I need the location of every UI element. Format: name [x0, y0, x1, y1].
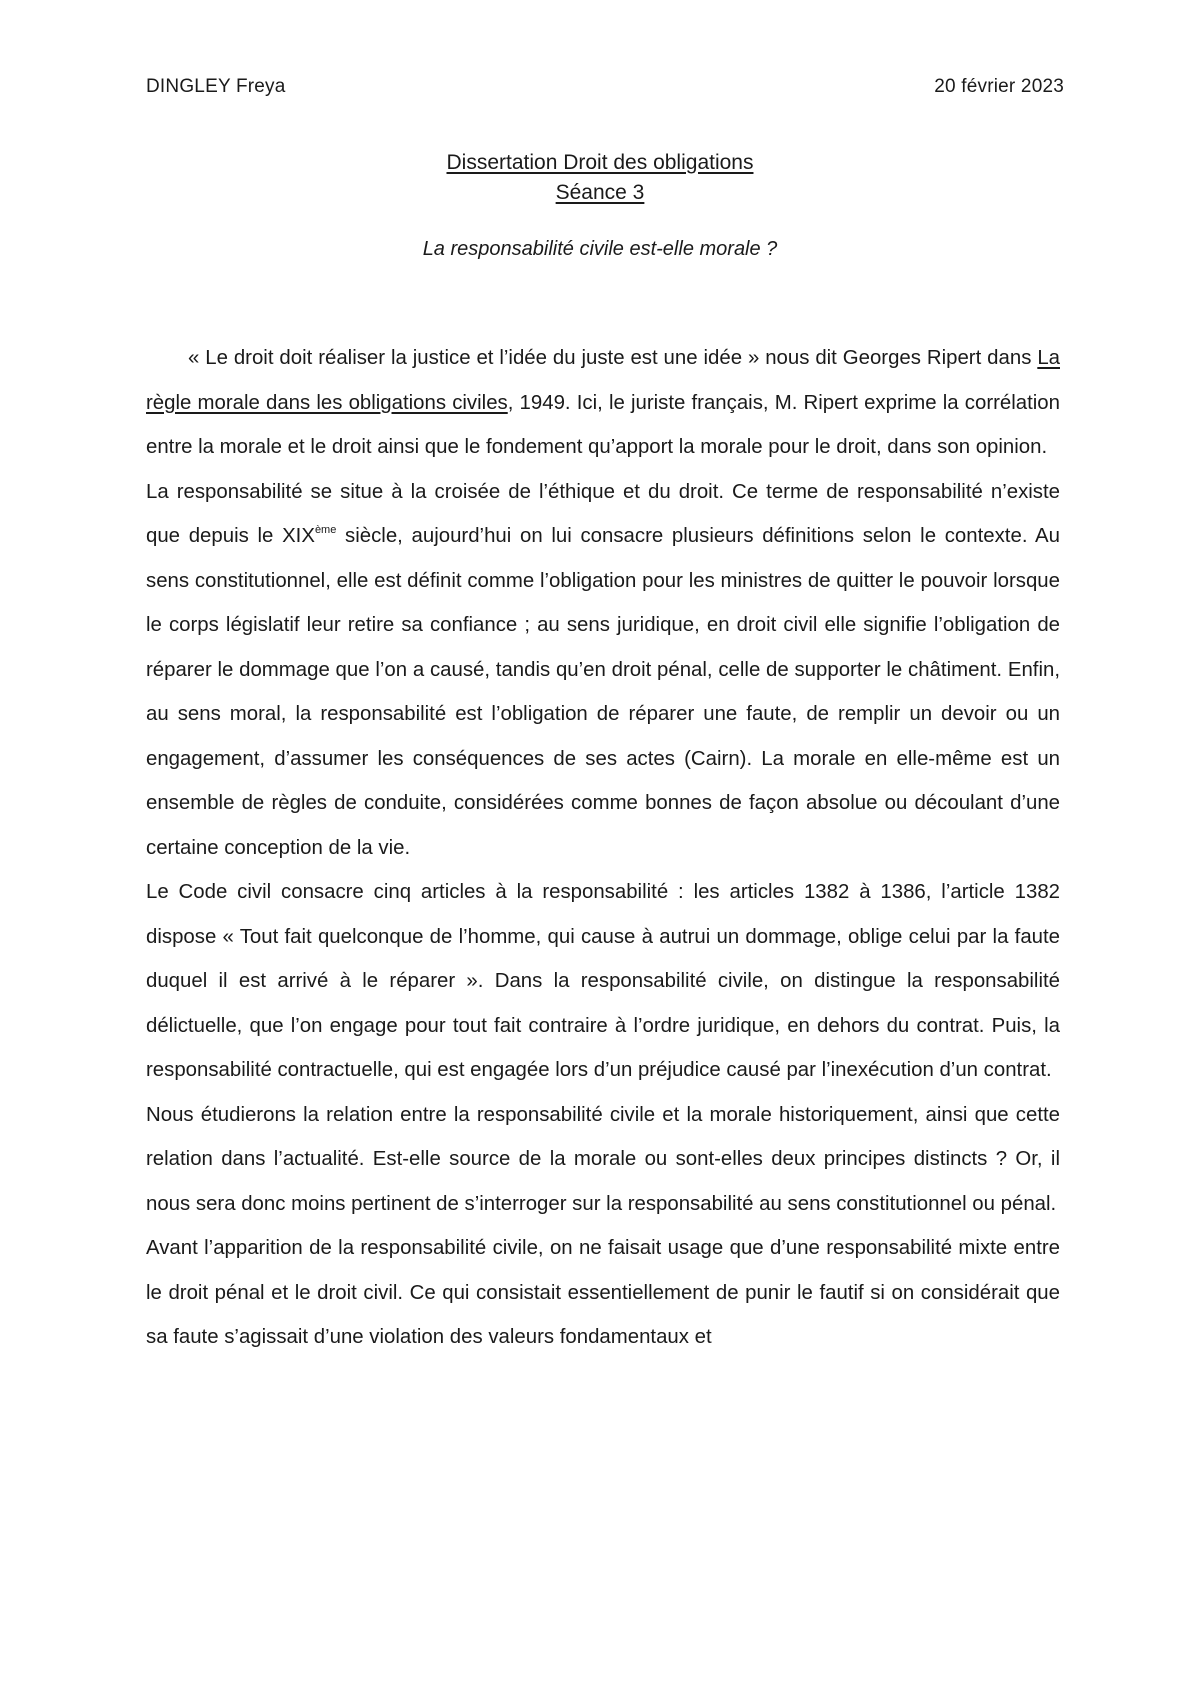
paragraph-problematic: Nous étudierons la relation entre la responsabilité civile et la morale historiquement, ainsi que cette relation dans l’actualité. Est-elle source de la morale ou sont-elles deux principes distincts ? Or, il nous sera donc moins pertinent de s’interroger sur la responsabilité au sens constitutionnel ou pénal.	[146, 1103, 1060, 1215]
paragraph-text: La responsabilité se situe à la croisée de l’éthique et du droit. Ce terme de responsabilité n’existe que depuis le XIX	[146, 480, 1060, 547]
document-date: 20 février 2023	[934, 76, 1064, 97]
paragraph-text: siècle, aujourd’hui on lui consacre plusieurs définitions selon le contexte. Au sens constitutionnel, elle est définit comme l’obligation pour les ministres de quitter le pouvoir lorsque le corps législatif leur retire sa confiance ; au sens juridique, en droit civil elle signifie l’obligation de réparer le dommage que l’on a causé, tandis qu’en droit pénal, celle de supporter le châtiment. Enfin, au sens moral, la responsabilité est l’obligation de réparer une faute, de remplir un devoir ou un engagement, d’assumer les conséquences de ses actes (Cairn). La morale en elle-même est un ensemble de règles de conduite, considérées comme bonnes de façon absolue ou découlant d’une certaine conception de la vie.	[146, 525, 1060, 859]
document-title: Dissertation Droit des obligations	[446, 151, 754, 174]
paragraph-text: « Le droit doit réaliser la justice et l’idée du juste est une idée » nous dit Georges Ripert dans	[188, 347, 1038, 369]
title-block	[0, 148, 1200, 208]
paragraph-code-civil: Le Code civil consacre cinq articles à la responsabilité : les articles 1382 à 1386, l’article 1382 dispose « Tout fait quelconque de l’homme, qui cause à autrui un dommage, oblige celui par la faute duquel il est arrivé à le réparer ». Dans la responsabilité civile, on distingue la responsabilité délictuelle, que l’on engage pour tout fait contraire à l’ordre juridique, en dehors du contrat. Puis, la responsabilité contractuelle, qui est engagée lors d’un préjudice causé par l’inexécution d’un contrat.	[146, 881, 1060, 1081]
paragraph-text: , 1949. Ici, le juriste français, M. Ripert exprime la corrélation entre la morale et le droit ainsi que le fondement qu’apport la morale pour le droit, dans son opinion.	[146, 391, 1060, 458]
paragraph-definitions	[146, 470, 1060, 871]
dissertation-question: La responsabilité civile est-elle morale ?	[422, 238, 778, 260]
page-header	[146, 76, 1064, 98]
session-label: Séance 3	[555, 181, 645, 204]
document-body	[146, 336, 1060, 1360]
author-name: DINGLEY Freya	[146, 76, 286, 97]
book-title: La règle morale dans les obligations civiles	[146, 347, 1060, 414]
paragraph-intro	[146, 336, 1060, 470]
paragraph-history: Avant l’apparition de la responsabilité civile, on ne faisait usage que d’une responsabilité mixte entre le droit pénal et le droit civil. Ce qui consistait essentiellement de punir le fautif si on considérait que sa faute s’agissait d’une violation des valeurs fondamentaux et	[146, 1237, 1060, 1348]
superscript-ordinal: ème	[314, 524, 337, 536]
